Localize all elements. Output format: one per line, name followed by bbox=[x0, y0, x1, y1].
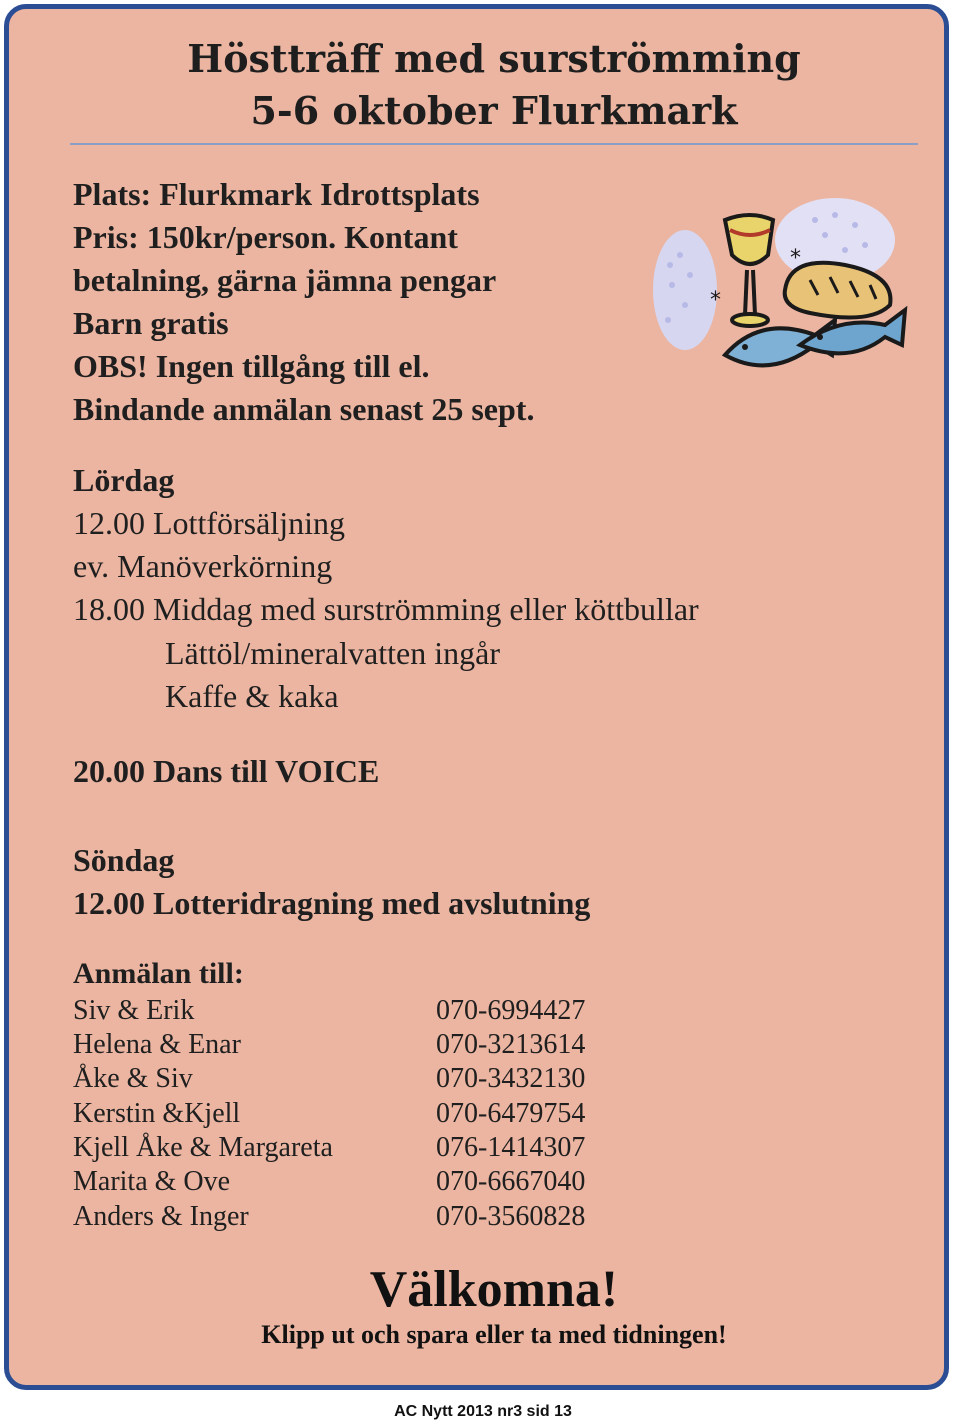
contact-phone: 070-3213614 bbox=[436, 1029, 586, 1060]
saturday-line: 12.00 Lottförsäljning bbox=[73, 505, 345, 541]
contact-name: Helena & Enar bbox=[73, 1029, 241, 1060]
contact-name: Marita & Ove bbox=[73, 1166, 231, 1197]
contact-name: Anders & Inger bbox=[73, 1201, 249, 1232]
contact-name: Siv & Erik bbox=[73, 995, 195, 1026]
info-line: Barn gratis bbox=[73, 305, 229, 341]
info-line: Pris: 150kr/person. Kontant bbox=[73, 219, 458, 255]
saturday-heading: Lördag bbox=[73, 462, 175, 498]
saturday-dance: 20.00 Dans till VOICE bbox=[73, 753, 380, 789]
contact-name: Kerstin &Kjell bbox=[73, 1098, 241, 1129]
contact-name: Kjell Åke & Margareta bbox=[73, 1132, 333, 1163]
info-line: Bindande anmälan senast 25 sept. bbox=[73, 391, 535, 427]
contact-phone: 070-3560828 bbox=[436, 1201, 586, 1232]
contact-phone: 070-6667040 bbox=[436, 1166, 586, 1197]
title-divider bbox=[70, 143, 918, 145]
info-line: Plats: Flurkmark Idrottsplats bbox=[73, 176, 480, 212]
title-line-2: 5-6 oktober Flurkmark bbox=[250, 88, 738, 133]
wine-bread-fish-icon bbox=[650, 195, 915, 385]
saturday-line: 18.00 Middag med surströmming eller köttbullar bbox=[73, 591, 699, 627]
sunday-line: 12.00 Lotteridragning med avslutning bbox=[73, 885, 591, 921]
info-line: OBS! Ingen tillgång till el. bbox=[73, 348, 430, 384]
info-line: betalning, gärna jämna pengar bbox=[73, 262, 497, 298]
contact-phone: 070-3432130 bbox=[436, 1063, 586, 1094]
title-line-1: Höstträff med surströmming bbox=[187, 36, 801, 81]
saturday-indented-line: Kaffe & kaka bbox=[165, 678, 339, 714]
svg-text:*: * bbox=[710, 288, 721, 313]
svg-text:*: * bbox=[790, 246, 801, 271]
saturday-line: ev. Manöverkörning bbox=[73, 548, 333, 584]
registration-heading: Anmälan till: bbox=[73, 957, 244, 990]
contact-phone: 070-6479754 bbox=[436, 1098, 586, 1129]
contact-name: Åke & Siv bbox=[73, 1063, 193, 1094]
welcome-heading: Välkomna! bbox=[369, 1261, 619, 1318]
sunday-heading: Söndag bbox=[73, 842, 175, 878]
contact-phone: 070-6994427 bbox=[436, 995, 586, 1026]
page-footer: AC Nytt 2013 nr3 sid 13 bbox=[394, 1403, 572, 1420]
cutout-note: Klipp ut och spara eller ta med tidningen! bbox=[261, 1320, 727, 1349]
saturday-indented-line: Lättöl/mineralvatten ingår bbox=[165, 635, 500, 671]
contact-phone: 076-1414307 bbox=[436, 1132, 586, 1163]
